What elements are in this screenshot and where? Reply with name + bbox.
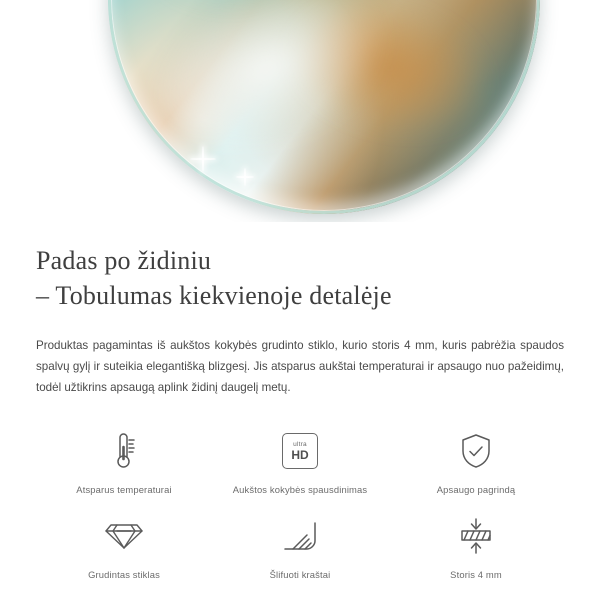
feature-item-temperature-resistant xyxy=(36,428,212,495)
thermometer-icon xyxy=(107,428,141,474)
description-paragraph: Produktas pagamintas iš aukštos kokybės grudinto stiklo, kurio storis 4 mm, kuris pabrėžia spaudos spalvų gylį ir suteikia elegantišką blizgesį. Jis atsparus aukštai temperaturai ir apsaugo nuo pažeidimų, todėl užtikrins apsaugą aplink židinį daugelį metų. xyxy=(36,339,564,395)
content-area xyxy=(0,222,600,580)
hero-image xyxy=(0,0,600,222)
ultra-hd-badge-bottom: HD xyxy=(291,448,309,463)
feature-label: Atsparus temperaturai xyxy=(76,484,172,496)
ultra-hd-icon xyxy=(282,428,318,474)
diamond-icon xyxy=(104,513,144,559)
feature-item-polished-edges xyxy=(212,513,388,580)
feature-label: Storis 4 mm xyxy=(450,569,502,581)
shield-check-icon xyxy=(459,428,493,474)
feature-item-print-quality xyxy=(212,428,388,495)
feature-item-tempered-glass xyxy=(36,513,212,580)
sparkle-icon xyxy=(150,178,164,192)
feature-label: Grudintas stiklas xyxy=(88,569,160,581)
page-title xyxy=(36,222,564,313)
thickness-icon xyxy=(457,513,495,559)
headline-line-2: – Tobulumas kiekvienoje detalėje xyxy=(36,280,392,310)
ultra-hd-badge-top: ultra xyxy=(293,440,307,448)
feature-item-thickness xyxy=(388,513,564,580)
feature-item-surface-protection xyxy=(388,428,564,495)
polished-edges-icon xyxy=(281,513,319,559)
feature-label: Aukštos kokybės spausdinimas xyxy=(232,484,368,496)
headline-line-1: Padas po židiniu xyxy=(36,246,212,275)
glass-edge-highlight xyxy=(108,0,540,214)
feature-label: Apsaugo pagrindą xyxy=(436,484,516,496)
feature-label: Šlifuoti kraštai xyxy=(269,569,331,581)
round-glass-pad-image xyxy=(108,0,540,214)
feature-list xyxy=(36,428,564,580)
